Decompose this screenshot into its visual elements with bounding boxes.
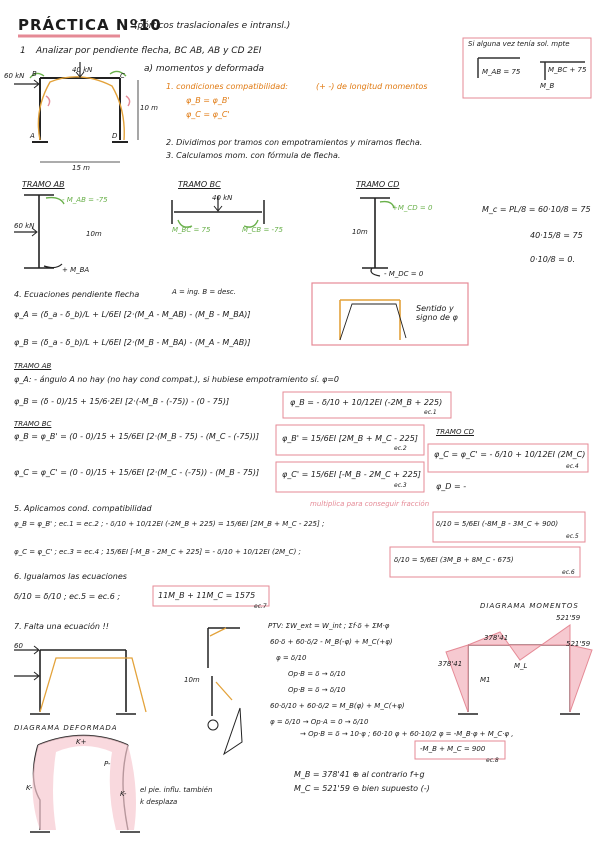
step1-b: φ_C = φ_C' [186, 110, 230, 119]
node-c: C [120, 72, 125, 80]
tramo-bc-eq2: φ_C = φ_C' = (0 - 0)/15 + 15/6EI [2·(M_C - (-75)) - (M_B - 75)] [14, 468, 260, 477]
eq-phi-b: φ_B = (δ_a - δ_b)/L + L/6EI [2·(M_B - M_BA) - (M_A - M_AB)] [14, 338, 251, 347]
deformada-note2: k desplaza [140, 798, 178, 806]
tramo-bc-title: TRAMO BC [178, 180, 221, 189]
paso7-l7: → Op·B = δ → 10·φ ; 60·10 φ + 60·10/2 φ = -M_B·φ + M_C·φ , [300, 730, 514, 738]
tramo-cd-bottom: - M_DC = 0 [384, 270, 424, 278]
tramo-cd-tag: ec.4 [566, 463, 579, 470]
tramo-cd-sketch [360, 198, 394, 276]
paso7-l1: 60·δ + 60·δ/2 - M_B(-φ) + M_C(+φ) [270, 638, 393, 646]
sentido-sketch [340, 300, 406, 340]
node-a: A [30, 132, 35, 140]
result-mb: M_B = 378'41 ⊕ al contrario f+g [294, 770, 425, 779]
tramo-ab-tag: ec.1 [424, 409, 437, 416]
deformada-label-k-minus-1: K- [26, 784, 33, 792]
problem-line2: a) momentos y deformada [144, 64, 265, 74]
paso5-l1: φ_B = φ_B' ; ec.1 = ec.2 ; - δ/10 + 10/12EI (-2M_B + 225) = 15/6EI [2M_B + M_C - 225] ; [14, 520, 325, 528]
momentos-m1: M1 [480, 676, 491, 684]
paso6-l1: δ/10 = δ/10 ; ec.5 = ec.6 ; [14, 592, 121, 601]
paso5-box1: δ/10 = 5/6EI (-8M_B - 3M_C + 900) [436, 520, 559, 528]
tramo-bc-tag1: ec.2 [394, 445, 407, 452]
tramo-cd-len: 10m [352, 228, 368, 236]
tramo-bc-load: 40 kN [212, 194, 233, 202]
tramo-ab-load: 60 kN [14, 222, 35, 230]
sentido-text: Sentido y signo de φ [416, 304, 458, 323]
tramo-bc-left: M_BC = 75 [172, 226, 211, 234]
paso6-title: 6. Igualamos las ecuaciones [14, 572, 127, 581]
paso7-ptv: PTV: ΣW_ext = W_int ; Σf·δ + ΣM·φ [268, 622, 390, 630]
note-top-right: Si alguna vez tenía sol. mpte [468, 40, 570, 48]
momentos-title: DIAGRAMA MOMENTOS [480, 602, 579, 610]
side-calc-1: M_c = PL/8 = 60·10/8 = 75 [482, 205, 591, 214]
momentos-v3: 521'59 [566, 640, 591, 648]
paso7-l4: Op·B = δ → δ/10 [288, 686, 346, 694]
node-b: B [32, 70, 37, 78]
paso7-l5: 60·δ/10 + 60·δ/2 = M_B(φ) + M_C(+φ) [270, 702, 405, 710]
problem-line1: Analizar por pendiente flecha, BC AB, AB y CD 2EI [36, 46, 262, 56]
tramo-ab-sketch [14, 195, 64, 268]
tramo-bc-right: M_CB = -75 [242, 226, 283, 234]
result-mc: M_C = 521'59 ⊖ bien supuesto (-) [294, 784, 430, 793]
tramo-cd-eq: φ_C = φ_C' = - δ/10 + 10/12EI (2M_C) [434, 450, 586, 459]
tramo-ab-len: 10m [86, 230, 102, 238]
frame-load-left: 60 kN [4, 72, 25, 80]
tramo-ab-note: φ_A: - ángulo A no hay (no hay cond compat.), si hubiese empotramiento sí. φ=0 [14, 375, 340, 384]
paso7-l6: φ = δ/10 → Op·A = 0 → δ/10 [270, 718, 369, 726]
step1-a: φ_B = φ_B' [186, 96, 230, 105]
tramo-ab-title: TRAMO AB [22, 180, 65, 189]
paso6-tag: ec.7 [254, 603, 267, 610]
note-moment-bottom: M_B [540, 82, 555, 90]
tramo-cd-eq2: φ_D = - [436, 482, 467, 491]
tramo-ab-label: TRAMO AB [14, 362, 52, 370]
paso7-tag: ec.8 [486, 757, 499, 764]
paso7-l3: Op·B = δ → δ/10 [288, 670, 346, 678]
momentos-v1: 378'41 [484, 634, 509, 642]
deformada-title: DIAGRAMA DEFORMADA [14, 724, 118, 732]
momentos-v4: 378'41 [438, 660, 463, 668]
ecuaciones-def: A = ing. B = desc. [172, 288, 236, 296]
tramo-bc-label: TRAMO BC [14, 420, 52, 428]
step1: 1. condiciones compatibilidad: [166, 82, 288, 91]
step3: 3. Calculamos mom. con fórmula de flecha. [166, 151, 341, 160]
page-title: PRÁCTICA Nº10 [18, 16, 162, 34]
step1-sign: (+ -) de longitud momentos [316, 82, 428, 91]
node-d: D [112, 132, 118, 140]
note-moment-right: M_BC + 75 [548, 66, 587, 74]
tramo-cd-title: TRAMO CD [356, 180, 400, 189]
frame-load-top: 40 kN [72, 66, 93, 74]
tramo-bc-tag2: ec.3 [394, 482, 407, 489]
ecuaciones-title: 4. Ecuaciones pendiente flecha [14, 290, 140, 299]
side-calc-2: 40·15/8 = 75 [530, 231, 583, 240]
paso7-load: 60 [14, 642, 23, 650]
tramo-ab-eq: φ_B = (δ - 0)/15 + 15/6·2EI [2·(-M_B - (-75)) - (0 - 75)] [14, 397, 230, 406]
deformada-sketch [30, 736, 140, 833]
tramo-ab-top: - M_AB = -75 [62, 196, 108, 204]
tramo-bc-eq1: φ_B = φ_B' = (0 - 0)/15 + 15/6EI [2·(M_B - 75) - (M_C - (-75))] [14, 432, 259, 441]
tramo-bc-box1: φ_B' = 15/6EI [2M_B + M_C - 225] [282, 434, 418, 443]
paso7-l2: φ = δ/10 [276, 654, 307, 662]
tramo-cd-label: TRAMO CD [436, 428, 474, 436]
paso7-frame [14, 646, 146, 714]
paso7-aux [208, 628, 242, 754]
tramo-cd-top: +M_CD = 0 [392, 204, 433, 212]
deformada-label-k-minus-2: K- [120, 790, 127, 798]
paso6-box: 11M_B + 11M_C = 1575 [158, 591, 256, 600]
frame-height: 10 m [140, 104, 158, 112]
page-subtitle: (pórticos traslacionales e intransl.) [134, 21, 291, 31]
deformada-note1: el pie. influ. también [140, 786, 213, 794]
paso5-box2: δ/10 = 5/6EI (3M_B + 8M_C - 675) [394, 556, 514, 564]
paso7-len: 10m [184, 676, 200, 684]
eq-phi-a: φ_A = (δ_a - δ_b)/L + L/6EI [2·(M_A - M_AB) - (M_B - M_BA)] [14, 310, 251, 319]
paso7-box: -M_B + M_C = 900 [420, 745, 486, 753]
paso5-tag1: ec.5 [566, 533, 579, 540]
tramo-bc-box2: φ_C' = 15/6EI [-M_B - 2M_C + 225] [282, 470, 421, 479]
step2: 2. Dividimos por tramos con empotramientos y miramos flecha. [166, 138, 423, 147]
frame-span: 15 m [72, 164, 90, 172]
paso7-title: 7. Falta una ecuación !! [14, 622, 109, 631]
paso5-tag2: ec.6 [562, 569, 575, 576]
paso5-title: 5. Aplicamos cond. compatibilidad [14, 504, 152, 513]
deformada-label-k-plus: K+ [76, 738, 87, 746]
paso5-l2: φ_C = φ_C' ; ec.3 = ec.4 ; 15/6EI [-M_B - 2M_C + 225] = - δ/10 + 10/12EI (2M_C) ; [14, 548, 301, 556]
note-moment-left: M_AB = 75 [482, 68, 521, 76]
problem-number: 1 [20, 46, 26, 56]
momentos-v2: 521'59 [556, 614, 581, 622]
tramo-ab-boxed: φ_B = - δ/10 + 10/12EI (-2M_B + 225) [290, 398, 443, 407]
side-calc-3: 0·10/8 = 0. [530, 255, 576, 264]
tramo-ab-bottom: + M_BA [62, 266, 90, 274]
momentos-ml: M_L [514, 662, 528, 670]
deformada-label-p-minus: P- [104, 760, 111, 768]
paso5-note: multiplica para conseguir fracción [310, 500, 430, 508]
